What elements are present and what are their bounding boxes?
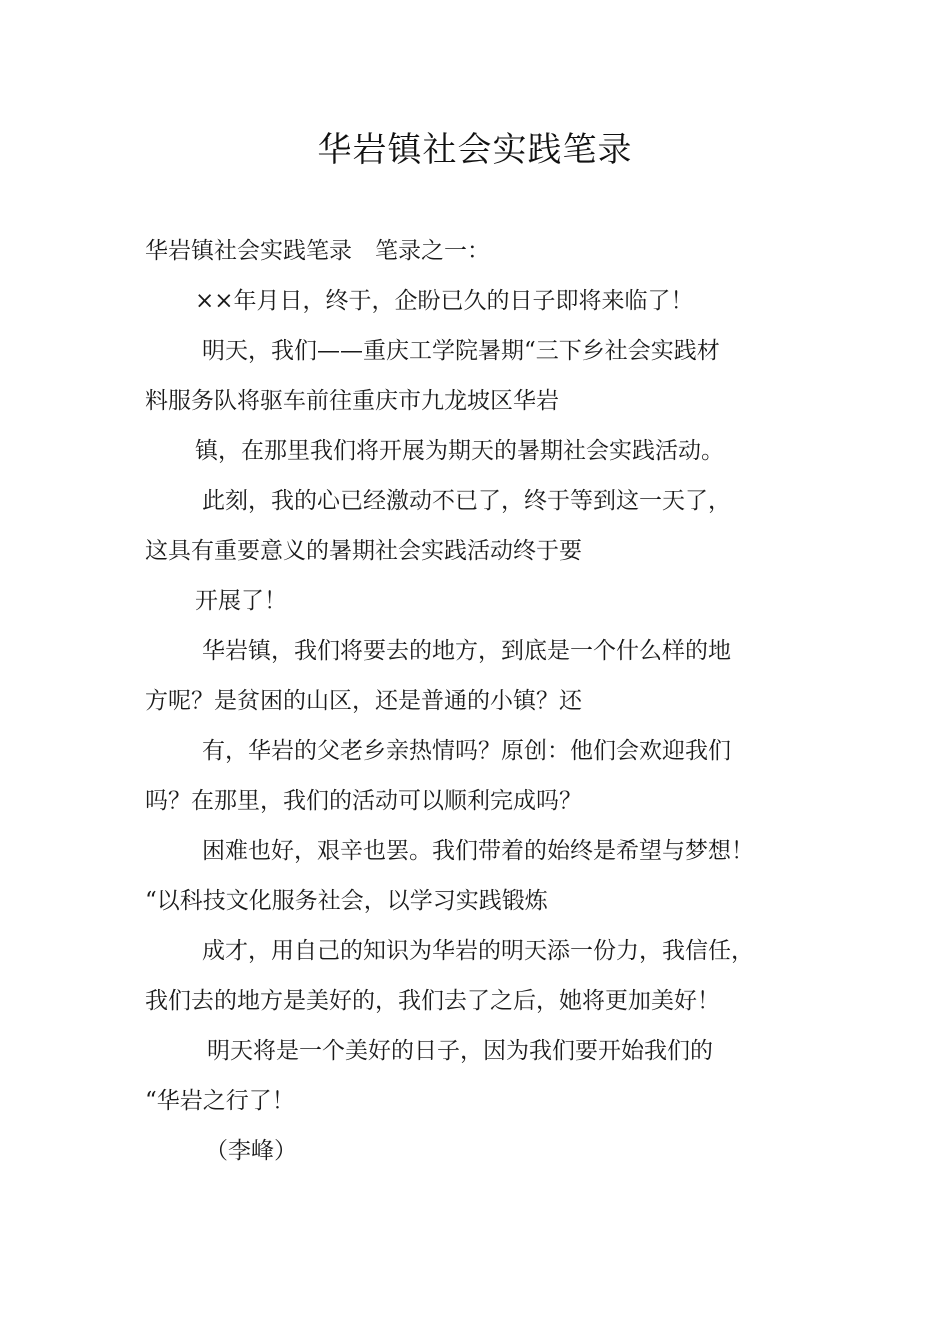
text-line: 此刻，我的心已经激动不已了，终于等到这一天了， [202,488,731,514]
text-line: 华岩镇社会实践笔录 笔录之一： [145,238,490,264]
author-signature: （李峰） [205,1138,297,1164]
document-body [145,226,825,1176]
text-line: 我们去的地方是美好的，我们去了之后，她将更加美好！ [145,988,720,1014]
text-line: 方呢？是贫困的山区，还是普通的小镇？还 [145,688,582,714]
text-line: 明天，我们——重庆工学院暑期“三下乡社会实践材 [202,338,720,364]
text-line: ××年月日，终于，企盼已久的日子即将来临了！ [195,288,694,314]
text-line: 成才，用自己的知识为华岩的明天添一份力，我信任， [202,938,754,964]
text-line: 明天将是一个美好的日子，因为我们要开始我们的 [207,1038,713,1064]
text-line: “华岩之行了！ [145,1088,295,1114]
text-line: 这具有重要意义的暑期社会实践活动终于要 [145,538,582,564]
text-line: 有，华岩的父老乡亲热情吗？原创：他们会欢迎我们 [202,738,731,764]
text-line: 困难也好，艰辛也罢。我们带着的始终是希望与梦想！ [202,838,754,864]
text-line: “以科技文化服务社会，以学习实践锻炼 [145,888,548,914]
text-line: 料服务队将驱车前往重庆市九龙坡区华岩 [145,388,559,414]
text-line: 华岩镇，我们将要去的地方，到底是一个什么样的地 [202,638,731,664]
text-line: 开展了！ [195,588,287,614]
text-line: 镇，在那里我们将开展为期天的暑期社会实践活动。 [195,438,724,464]
document-title: 华岩镇社会实践笔录 [317,130,633,170]
text-line: 吗？在那里，我们的活动可以顺利完成吗？ [145,788,582,814]
